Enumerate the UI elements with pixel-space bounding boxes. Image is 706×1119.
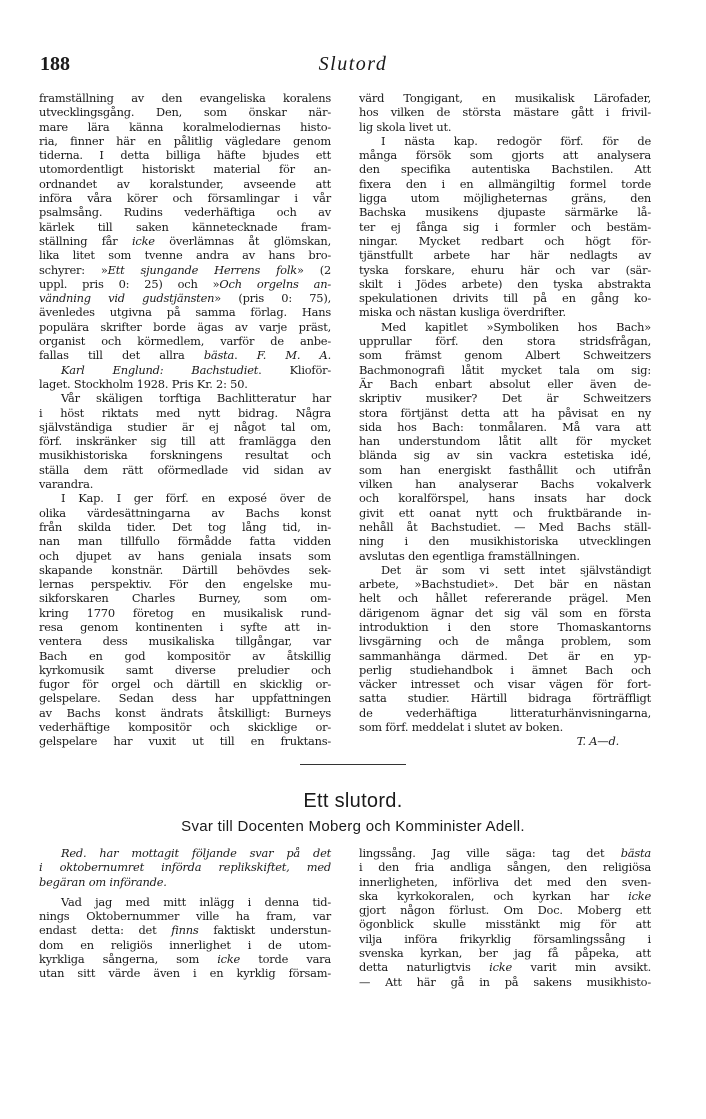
text-line: perlig studiehandbok i ämnet Bach och (359, 662, 651, 677)
text-line: han understundom låtit allt för mycket (359, 434, 651, 449)
text-line: som han energiskt fasthållit och utifrån (359, 462, 651, 477)
text-line: ögonblick skulle misstänkt mig för att (359, 917, 651, 932)
text-line: avslutas den egentliga framställningen. (359, 548, 580, 563)
text-line: skriptiv musiker? Det är Schweitzers (359, 391, 651, 406)
text-line: sida hos Bach: tonmålaren. Må vara att (359, 419, 651, 434)
text-line: gelspelare har vuxit ut till en fruktans- (39, 734, 331, 749)
text-line: ställning får icke överlämnas åt glömskan, (39, 233, 331, 248)
text-line: ska kyrkokoralen, och kyrkan har icke (359, 888, 651, 903)
text-line: miska och nästan kusliga överdrifter. (359, 305, 566, 320)
article-body-left (39, 895, 331, 981)
text-line: begäran om införande. (39, 874, 167, 889)
text-line: spekulationen drivits till på en gång ko- (359, 291, 651, 306)
page-number: 188 (40, 53, 70, 75)
text-line: stora förtjänst detta att ha påvisat en ny (359, 405, 651, 420)
text-line: i oktobernumret införda replikskiftet, med (39, 860, 331, 875)
text-line: kärlek till saken kännetecknade fram- (39, 219, 331, 234)
text-line: nings Oktobernummer ville ha fram, var (39, 909, 331, 924)
text-line: gelspelare. Sedan dess har uppfattningen (39, 691, 331, 706)
text-line: upprullar förf. den stora stridsfrågan, (359, 334, 651, 349)
text-line: psalmsång. Rudins vederhäftiga och av (39, 205, 331, 220)
text-line: livsgärning och de många problem, som (359, 634, 651, 649)
text-line: lika litet som tvenne andra av hans bro- (39, 248, 331, 263)
text-line: förf. inskränker sig till att framlägga den (39, 434, 331, 449)
text-line: fallas till det allra bästa. F. M. A. (39, 348, 331, 363)
text-line: innerligheten, införliva det med den sven- (359, 874, 651, 889)
text-line: tjänstfullt arbete har här nedlagts av (359, 248, 651, 263)
text-line: uppl. pris 0: 25) och »Och orgelns an- (39, 276, 331, 291)
text-line: i höst riktats med nytt bidrag. Några (39, 405, 331, 420)
text-line: därigenom ägnar det sig väl som en första (359, 605, 651, 620)
running-head: Slutord (318, 53, 388, 75)
text-line: som främst genom Albert Schweitzers (359, 348, 651, 363)
section-divider (300, 764, 406, 765)
text-line: Vad jag med mitt inlägg i denna tid- (61, 894, 331, 909)
article-left-column (39, 846, 331, 981)
text-line: ställa dem rätt oförmedlade vid sidan av (39, 462, 331, 477)
text-line: från skilda tider. Det tog lång tid, in- (39, 519, 331, 534)
text-line: endast detta: det finns faktiskt understun- (39, 923, 331, 938)
text-line: framställning av den evangeliska koralens (39, 91, 331, 105)
text-line: den specifika autentiska Bachstilen. Att (359, 162, 651, 177)
text-line: detta naturligtvis icke varit min avsikt. (359, 960, 651, 975)
text-line: ventera dess musikaliska tillgångar, var (39, 634, 331, 649)
text-line: lingssång. Jag ville säga: tag det bästa (359, 846, 651, 860)
text-line: organist och körmedlem, varför de anbe- (39, 334, 331, 349)
text-line: ligga utom möjligheternas gräns, den (359, 191, 651, 206)
text-line: av Bachs konst ändrats åtskilligt: Burneys (39, 705, 331, 720)
text-line: nan man tillfullo förmådde fatta vidden (39, 534, 331, 549)
text-line: vederhäftige kompositör och skicklige or- (39, 720, 331, 735)
text-line: Bachmonografi låtit mycket tala om sig: (359, 362, 651, 377)
text-line: lernas perspektiv. För den engelske mu- (39, 577, 331, 592)
text-line: Bachska musikens djupaste särmärke lå- (359, 205, 651, 220)
text-line: ter ej fånga sig i formler och bestäm- (359, 219, 651, 234)
text-line: ningar. Mycket redbart och högt för- (359, 233, 651, 248)
text-line: lig skola livet ut. (359, 119, 452, 134)
text-line: givit ett oanat nytt och fruktbärande in- (359, 505, 651, 520)
text-line: Det är som vi sett intet självständigt (381, 562, 651, 577)
text-line: populära skrifter borde ägas av varje präst, (39, 319, 331, 334)
text-line: värd Tongigant, en musikalisk Lärofader, (359, 91, 651, 105)
article-title: Ett slutord. (303, 790, 403, 812)
editor-note (39, 846, 331, 889)
text-line: Är Bach enbart absolut eller även de- (359, 376, 651, 391)
text-line: — Att här gå in på sakens musikhisto- (359, 974, 651, 989)
text-line: svenska kyrkan, ber jag få påpeka, att (359, 946, 651, 961)
reviews-left-column (39, 91, 331, 749)
text-line: Karl Englund: Bachstudiet. Klioför- (61, 362, 331, 377)
review-signature: T. A—d. (576, 734, 619, 749)
text-line: Vår skäligen torftiga Bachlitteratur har (61, 391, 331, 406)
reviews-right-column (359, 91, 651, 749)
text-line: ävenledes utgivna på samma förlag. Hans (39, 305, 331, 320)
text-line: ordnandet av koralstunder, avseende att (39, 176, 331, 191)
text-line: Med kapitlet »Symboliken hos Bach» (381, 319, 651, 334)
text-line: introduktion i den store Thomaskantorns (359, 619, 651, 634)
text-line: utomordentligt historiskt material för an- (39, 162, 331, 177)
text-line: sikforskaren Charles Burney, som om- (39, 591, 331, 606)
text-line: olika värdesättningarna av Bachs konst (39, 505, 331, 520)
text-line: helt och hållet refererande prägel. Men (359, 591, 651, 606)
text-line: Bach en god kompositör av åtskillig (39, 648, 331, 663)
text-line: arbete, »Bachstudiet». Det bär en nästan (359, 577, 651, 592)
text-line: Red. har mottagit följande svar på det (61, 846, 331, 860)
text-line: fixera den i en allmängiltig formel torde (359, 176, 651, 191)
text-line: mare lära känna koralmelodiernas histo- (39, 119, 331, 134)
text-line: tyska forskare, ehuru här och var (sär- (359, 262, 651, 277)
text-line: ning i den musikhistoriska utvecklingen (359, 534, 651, 549)
text-line: vilken han analyserar Bachs vokalverk (359, 477, 651, 492)
text-line: och djupet av hans geniala insats som (39, 548, 331, 563)
text-line: väcker intresset och visar vägen för fort- (359, 677, 651, 692)
text-line: nehåll åt Bachstudiet. — Med Bachs ställ- (359, 519, 651, 534)
text-line: kyrkomusik samt diverse preludier och (39, 662, 331, 677)
text-line: gjort någon förlust. Om Doc. Moberg ett (359, 903, 651, 918)
text-line: skapande konstnär. Därtill behövdes sek- (39, 562, 331, 577)
text-line: många försök som gjorts att analysera (359, 148, 651, 163)
text-line: kring 1770 företog en musikalisk rund- (39, 605, 331, 620)
text-line: vilja införa frikyrklig församlingssång i (359, 931, 651, 946)
article-subtitle: Svar till Docenten Moberg och Komminister Adell. (181, 818, 525, 835)
text-line: I nästa kap. redogör förf. för de (381, 133, 651, 148)
text-line: kyrkliga sångerna, som icke torde vara (39, 952, 331, 967)
text-line: hos vilken de största mästare gått i frivil- (359, 105, 651, 120)
text-line: varandra. (39, 477, 94, 492)
text-line: musikhistoriska forskningens resultat och (39, 448, 331, 463)
article-right-column (359, 846, 651, 989)
text-line: dom en religiös innerlighet i de utom- (39, 937, 331, 952)
text-line: utvecklingsgång. Den, som önskar när- (39, 105, 331, 120)
text-line: införa våra körer och församlingar i vår (39, 191, 331, 206)
text-line: i den fria andliga sången, den religiösa (359, 860, 651, 875)
text-line: tiderna. I detta billiga häfte bjudes ett (39, 148, 331, 163)
text-line: resa genom kontinenten i syfte att in- (39, 619, 331, 634)
text-line: laget. Stockholm 1928. Pris Kr. 2: 50. (39, 376, 248, 391)
text-line: skilt i Jödes arbete) den tyska abstrakta (359, 276, 651, 291)
text-line: vändning vid gudstjänsten» (pris 0: 75), (39, 291, 331, 306)
text-line: som förf. meddelat i slutet av boken. (359, 720, 563, 735)
text-line: I Kap. I ger förf. en exposé över de (61, 491, 331, 506)
text-line: självständiga studier är ej något tal om, (39, 419, 331, 434)
text-line: de vederhäftiga litteraturhänvisningarna, (359, 705, 651, 720)
text-line: och koralförspel, hans insats har dock (359, 491, 651, 506)
text-line: fugor för orgel och därtill en skicklig or- (39, 677, 331, 692)
text-line: sammanhänga därmed. Det är en yp- (359, 648, 651, 663)
text-line: schyrer: »Ett sjungande Herrens folk» (2 (39, 262, 332, 277)
text-line: satta studier. Härtill bidraga förträffligt (359, 691, 651, 706)
text-line: utan sitt värde även i en kyrklig försam- (39, 966, 331, 981)
text-line: blända sig av sin vackra estetiska idé, (359, 448, 651, 463)
text-line: ria, finner här en pålitlig vägledare genom (39, 133, 331, 148)
